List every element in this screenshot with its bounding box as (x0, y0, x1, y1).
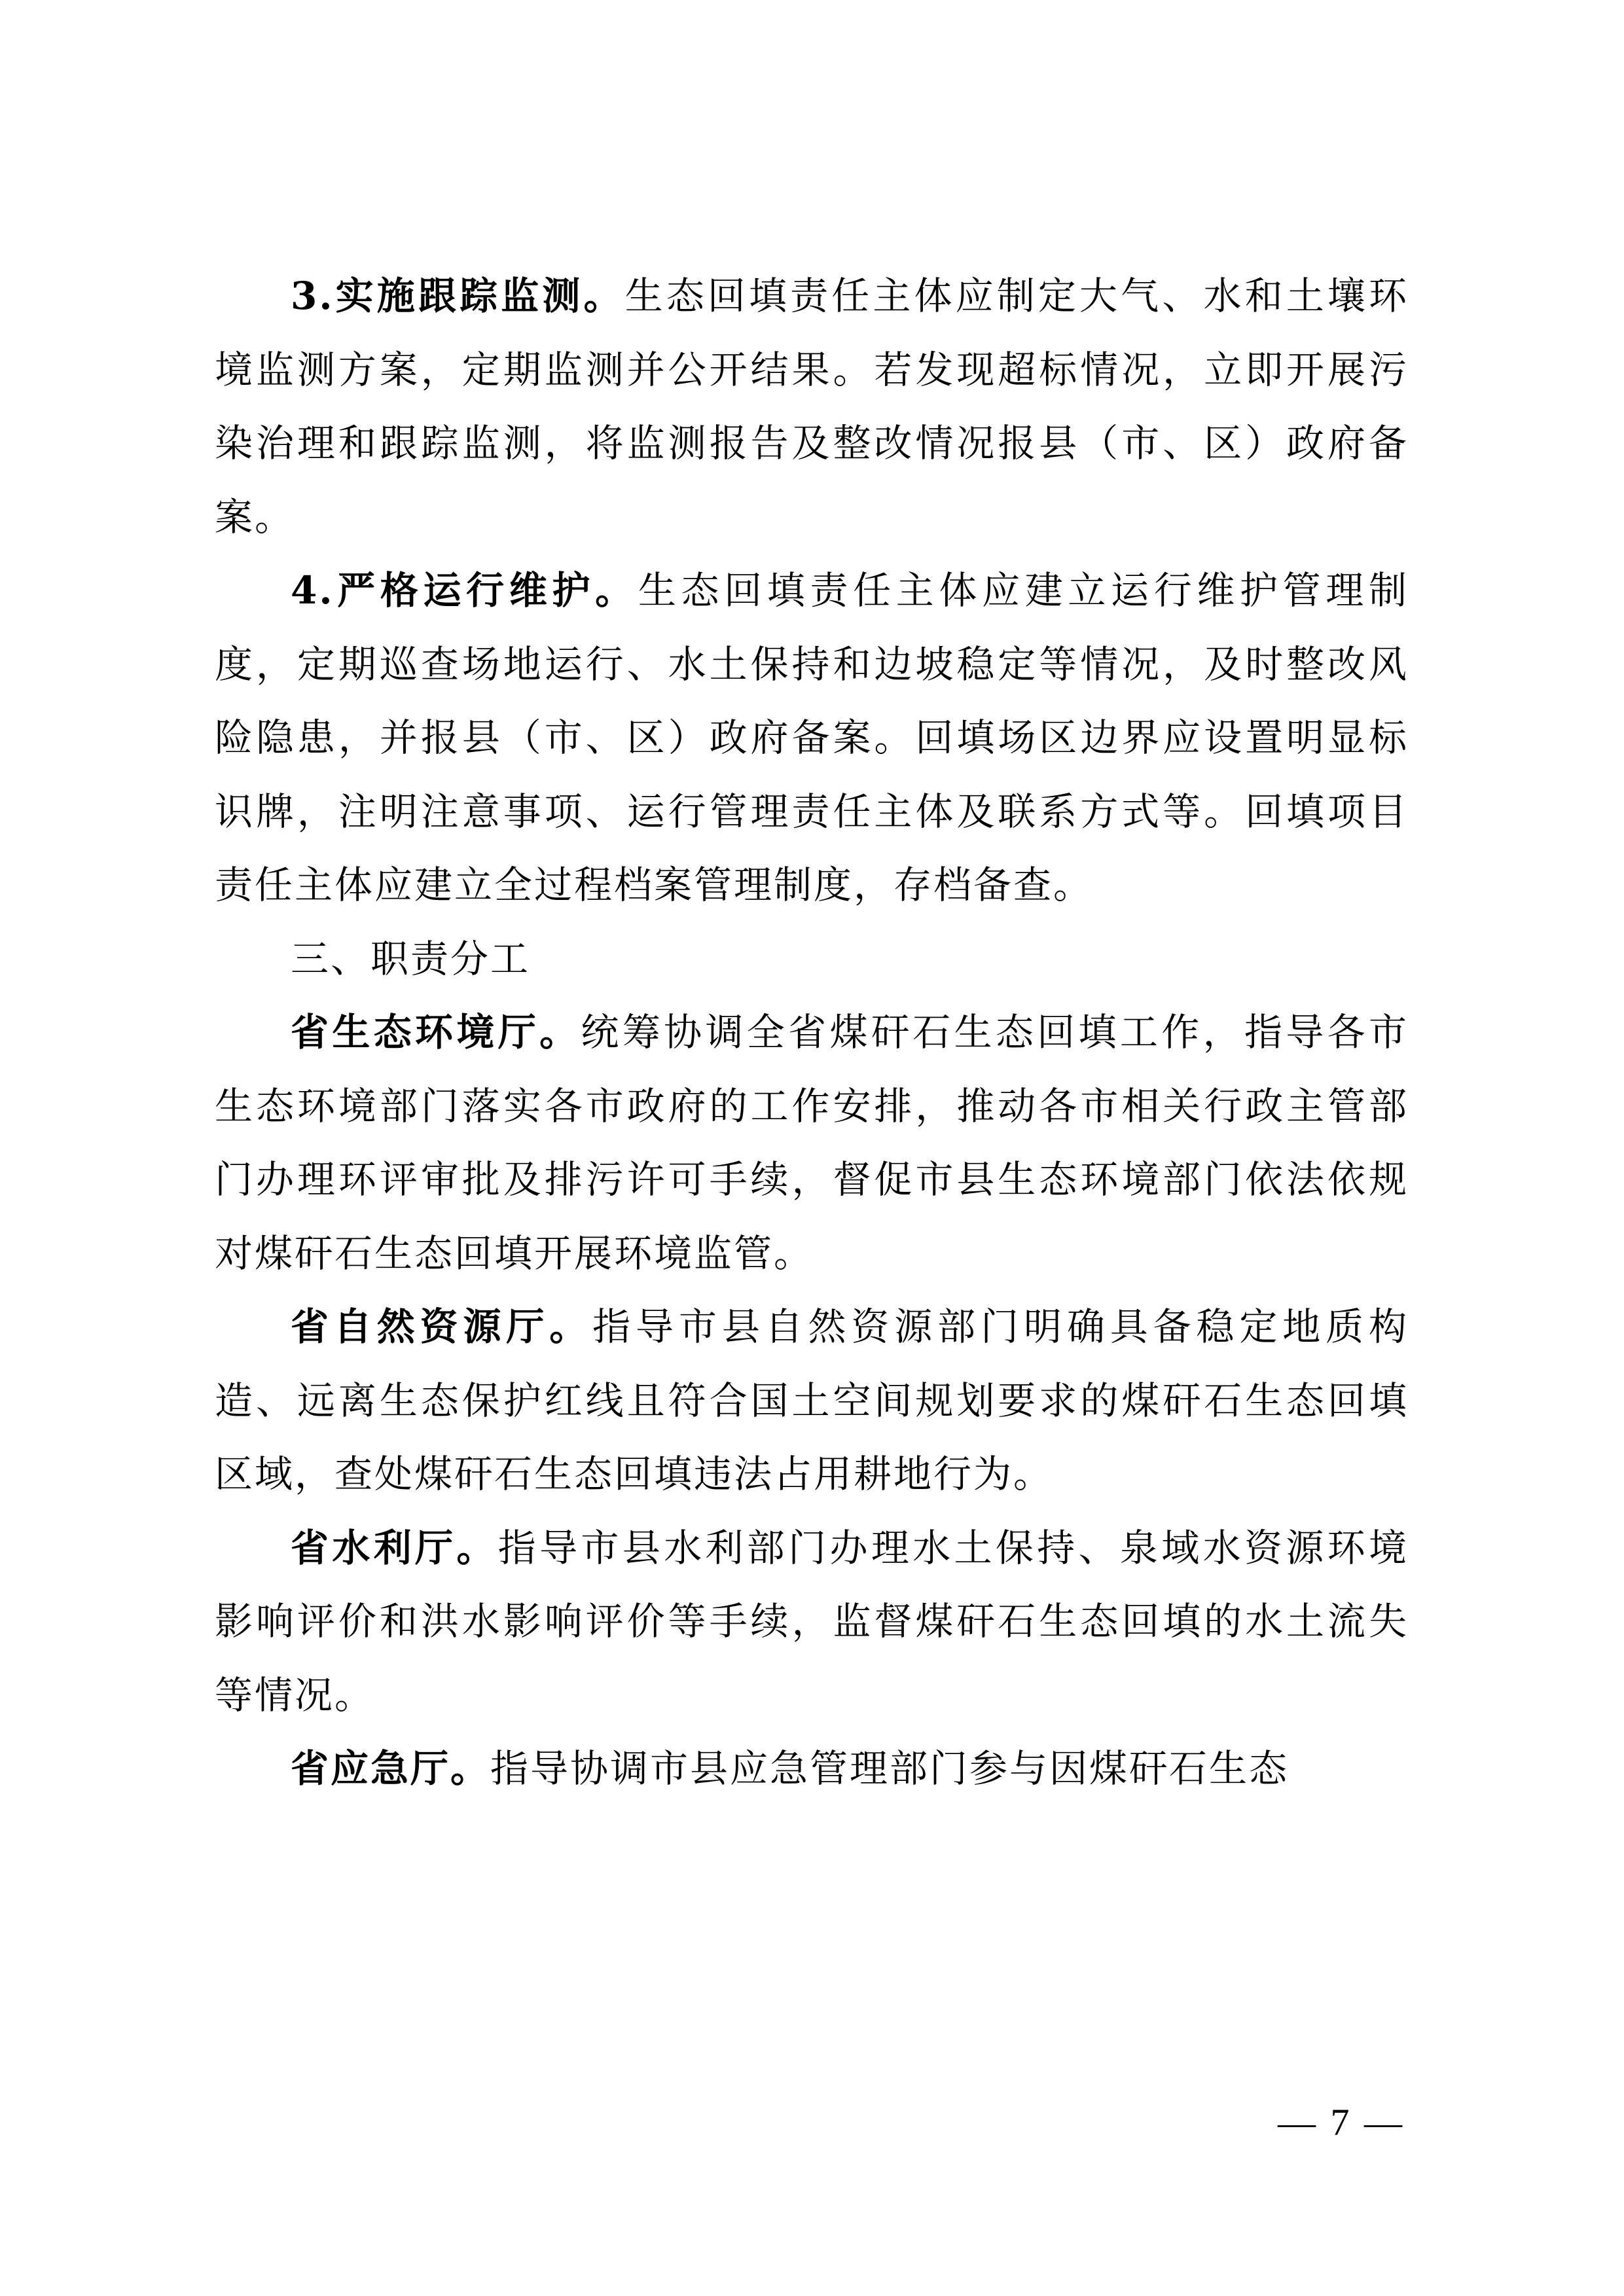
paragraph-text: 指导市县自然资源部门明确具备稳定地质构造、远离生态保护红线且符合国土空间规划要求的煤矸石生态回填区域，查处煤矸石生态回填违法占用耕地行为。 (215, 1304, 1409, 1496)
paragraph-natural-resources-dept (215, 1290, 1409, 1511)
paragraph-text: 指导协调市县应急管理部门参与因煤矸石生态 (490, 1746, 1290, 1791)
section-heading: 三、职责分工 (291, 936, 531, 981)
document-body (215, 259, 1409, 1806)
paragraph-operation-maintenance (215, 554, 1409, 922)
paragraph-ecology-environment-dept (215, 996, 1409, 1290)
paragraph-text: 统筹协调全省煤矸石生态回填工作，指导各市生态环境部门落实各市政府的工作安排，推动各市相关行政主管部门办理环评审批及排污许可手续，督促市县生态环境部门依法依规对煤矸石生态回填开展环境监管。 (215, 1010, 1409, 1276)
paragraph-text: 生态回填责任主体应建立运行维护管理制度，定期巡查场地运行、水土保持和边坡稳定等情况，及时整改风险隐患，并报县（市、区）政府备案。回填场区边界应设置明显标识牌，注明注意事项、运行管理责任主体及联系方式等。回填项目责任主体应建立全过程档案管理制度，存档备查。 (215, 568, 1409, 907)
paragraph-lead: 3.实施跟踪监测。 (291, 274, 625, 318)
paragraph-lead: 省应急厅。 (291, 1746, 491, 1791)
paragraph-water-resources-dept (215, 1511, 1409, 1732)
paragraph-text: 生态回填责任主体应制定大气、水和土壤环境监测方案，定期监测并公开结果。若发现超标情况，立即开展污染治理和跟踪监测，将监测报告及整改情况报县（市、区）政府备案。 (215, 274, 1409, 539)
paragraph-lead: 4.严格运行维护。 (291, 568, 638, 613)
paragraph-text: 指导市县水利部门办理水土保持、泉域水资源环境影响评价和洪水影响评价等手续，监督煤矸石生态回填的水土流失等情况。 (215, 1525, 1409, 1717)
paragraph-lead: 省水利厅。 (291, 1525, 498, 1570)
paragraph-tracking-monitoring (215, 259, 1409, 554)
page-number: — 7 — (1278, 2101, 1405, 2144)
paragraph-lead: 省自然资源厅。 (291, 1304, 593, 1349)
paragraph-emergency-dept (215, 1732, 1409, 1806)
paragraph-lead: 省生态环境厅。 (291, 1010, 581, 1054)
